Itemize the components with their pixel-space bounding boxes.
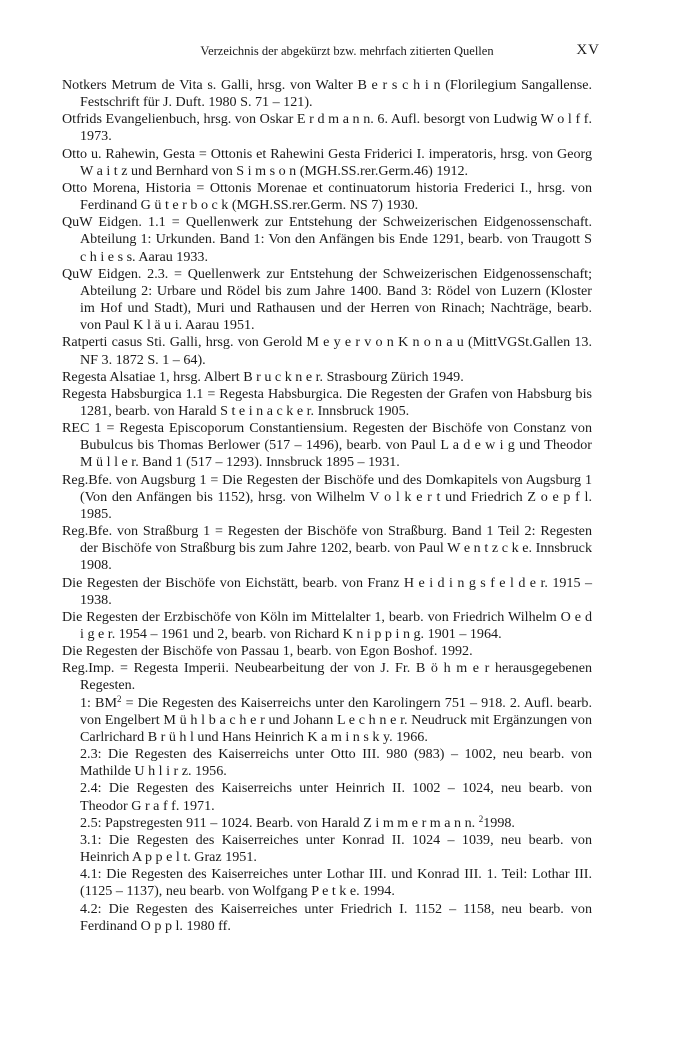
bibliography-entry: QuW Eidgen. 1.1 = Quellenwerk zur Entstehung der Schweizerischen Eidgenossenschaft. Abteilung 1: Urkunden. Band 1: Von den Anfängen bis Ende 1291, bearb. von Traugott S c h i e s s. Aarau 1933. [62,214,592,265]
bibliography-entry: Reg.Bfe. von Straßburg 1 = Regesten der Bischöfe von Straßburg. Band 1 Teil 2: Regesten der Bischöfe von Straßburg bis zum Jahre 1202, bearb. von Paul W e n t z c k e. Innsbruck 1908. [62,523,592,574]
regimp-subentry: 2.3: Die Regesten des Kaiserreichs unter Otto III. 980 (983) – 1002, neu bearb. von Mathilde U h l i r z. 1956. [80,746,592,780]
edition-superscript: 2 [116,693,122,704]
bibliography-entry: Die Regesten der Bischöfe von Eichstätt, bearb. von Franz H e i d i n g s f e l d e r. 1915 – 1938. [62,574,592,608]
page-number: XV [576,42,600,58]
regimp-subentry [62,695,592,746]
subentry-text: = Die Regesten des Kaiserreichs unter den Karolingern 751 – 918. 2. Aufl. bearb. von Engelbert M ü h l b a c h e r und Johann L e c h n e r. Neudruck mit Ergänzungen von Carlrichard B r ü h l und Hans Heinrich K a m i n s k y. 1966. [80,694,593,745]
subentry-text: 1: BM [80,694,117,711]
bibliography-entry: Ratperti casus Sti. Galli, hrsg. von Gerold M e y e r v o n K n o n a u (MittVGSt.Gallen 13. NF 3. 1872 S. 1 – 64). [62,334,592,368]
subentry-text: 1998. [483,814,515,831]
bibliography-entry: REC 1 = Regesta Episcoporum Constantiensium. Regesten der Bischöfe von Constanz von Bubulcus bis Thomas Berlower (517 – 1496), bearb. von Paul L a d e w i g und Theodor M ü l l e r. Band 1 (517 – 1293). Innsbruck 1895 – 1931. [62,420,592,471]
bibliography-entry: Regesta Alsatiae 1, hrsg. Albert B r u c k n e r. Strasbourg Zürich 1949. [62,368,464,385]
bibliography-entry: Otfrids Evangelienbuch, hrsg. von Oskar E r d m a n n. 6. Aufl. besorgt von Ludwig W o l f f. 1973. [62,111,592,145]
regimp-subentry: 4.1: Die Regesten des Kaiserreiches unter Lothar III. und Konrad III. 1. Teil: Lothar III. (1125 – 1137), neu bearb. von Wolfgang P e t k e. 1994. [80,866,592,900]
subentry-text: 2.5: Papstregesten 911 – 1024. Bearb. von Harald Z i m m e r m a n n. [80,814,479,831]
bibliography-entry: Reg.Bfe. von Augsburg 1 = Die Regesten der Bischöfe und des Domkapitels von Augsburg 1 (Von den Anfängen bis 1152), hrsg. von Wilhelm V o l k e r t und Friedrich Z o e p f l. 1985. [62,471,592,522]
regimp-subentry [62,815,592,832]
bibliography-entry: Otto u. Rahewin, Gesta = Ottonis et Rahewini Gesta Friderici I. imperatoris, hrsg. von Georg W a i t z und Bernhard von S i m s o n (MGH.SS.rer.Germ.46) 1912. [62,145,592,179]
regimp-subentry: 2.4: Die Regesten des Kaiserreichs unter Heinrich II. 1002 – 1024, neu bearb. von Theodor G r a f f. 1971. [80,780,592,814]
bibliography-entry: Die Regesten der Bischöfe von Passau 1, bearb. von Egon Boshof. 1992. [62,643,473,660]
bibliography-entry: Otto Morena, Historia = Ottonis Morenae et continuatorum historia Frederici I., hrsg. von Ferdinand G ü t e r b o c k (MGH.SS.rer.Germ. NS 7) 1930. [62,179,592,214]
edition-superscript: 2 [478,813,484,824]
running-title: Verzeichnis der abgekürzt bzw. mehrfach zitierten Quellen [200,44,494,58]
bibliography-list [62,77,592,935]
running-head [62,42,600,59]
regimp-subentry: 4.2: Die Regesten des Kaiserreiches unter Friedrich I. 1152 – 1158, neu bearb. von Ferdinand O p p l. 1980 ff. [80,900,592,934]
bibliography-entry: QuW Eidgen. 2.3. = Quellenwerk zur Entstehung der Schweizerischen Eidgenossenschaft; Abteilung 2: Urbare und Rödel bis zum Jahre 1400. Band 3: Rödel von Luzern (Kloster im Hof und Stadt), Muri und Rathausen und der Herren von Rinach; Nachträge, bearb. von Paul K l ä u i. Aarau 1951. [62,265,592,334]
regimp-subentry: 3.1: Die Regesten des Kaiserreiches unter Konrad II. 1024 – 1039, neu bearb. von Heinrich A p p e l t. Graz 1951. [80,831,592,866]
bibliography-entry: Die Regesten der Erzbischöfe von Köln im Mittelalter 1, bearb. von Friedrich Wilhelm O e d i g e r. 1954 – 1961 und 2, bearb. von Richard K n i p p i n g. 1901 – 1964. [62,608,592,642]
regimp-entry: Reg.Imp. = Regesta Imperii. Neubearbeitung der von J. Fr. B ö h m e r herausgegebenen Regesten. [62,660,592,694]
bibliography-entry: Regesta Habsburgica 1.1 = Regesta Habsburgica. Die Regesten der Grafen von Habsburg bis 1281, bearb. von Harald S t e i n a c k e r. Innsbruck 1905. [62,385,592,419]
bibliography-entry: Notkers Metrum de Vita s. Galli, hrsg. von Walter B e r s c h i n (Florilegium Sangallense. Festschrift für J. Duft. 1980 S. 71 – 121). [62,77,592,111]
